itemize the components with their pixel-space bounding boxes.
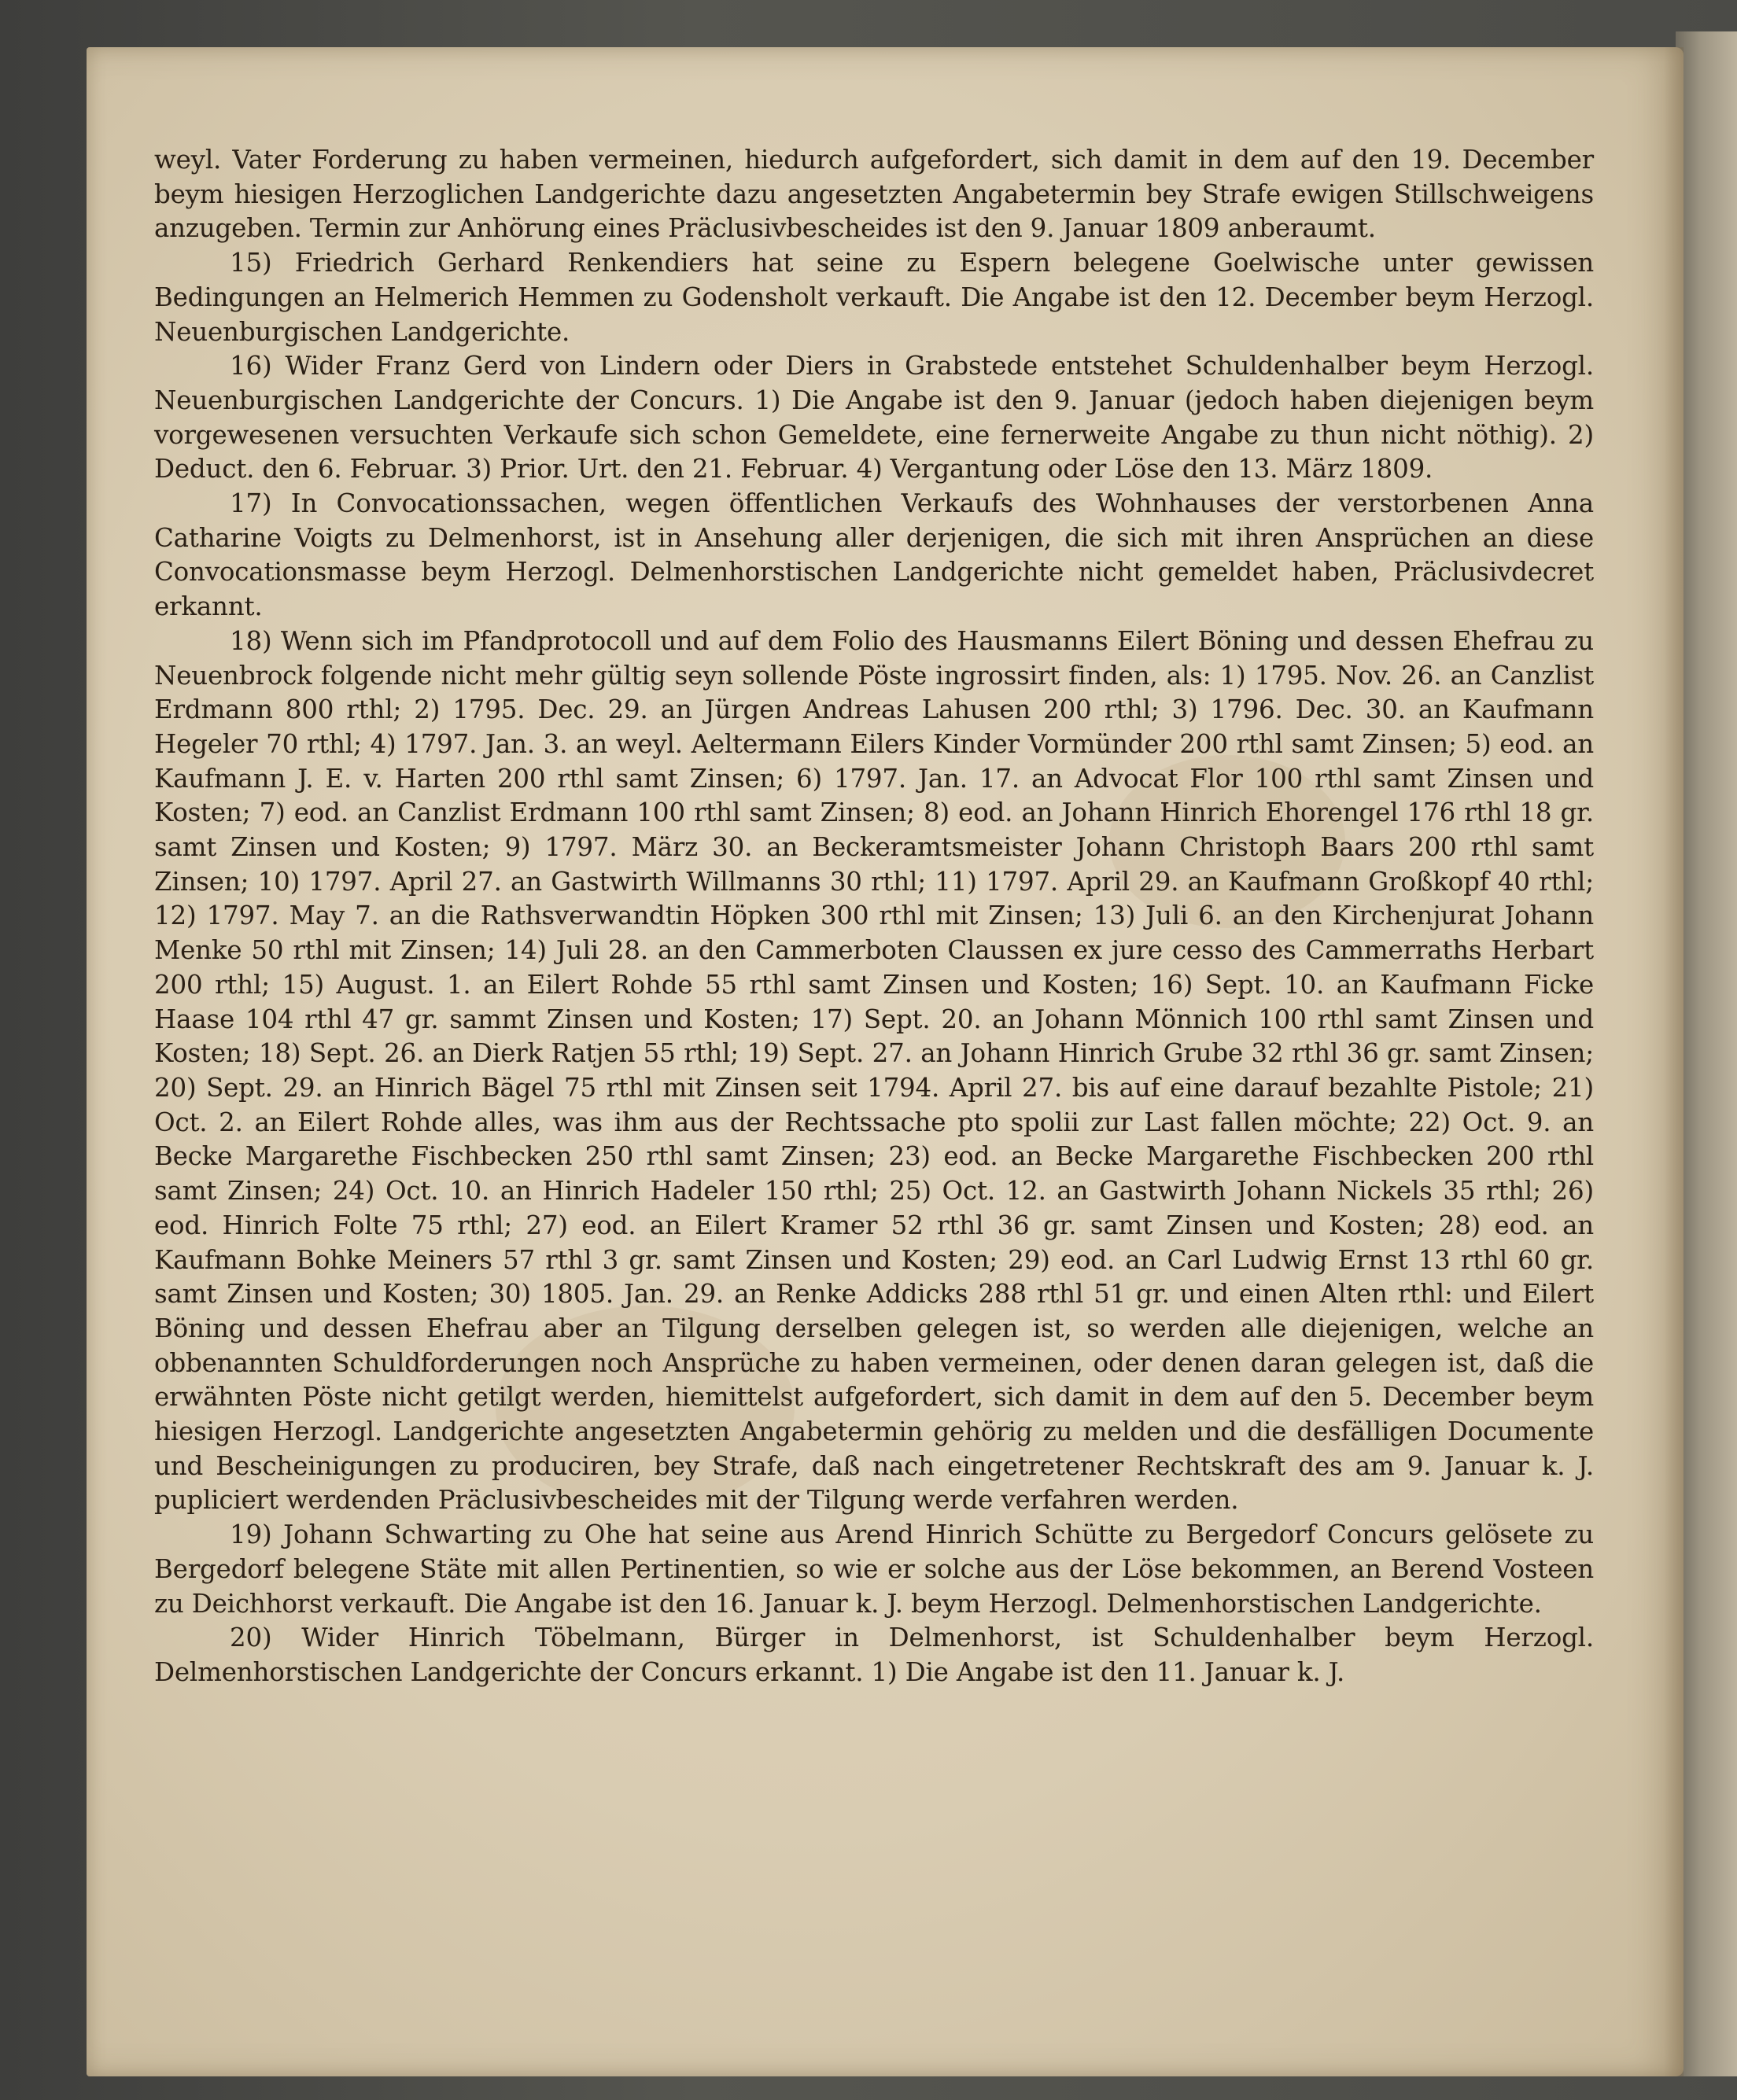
paragraph-17: 17) In Convocationssachen, wegen öffentlichen Verkaufs des Wohnhauses der verstorbenen Anna Catharine Voigts zu Delmenhorst, ist in Ansehung aller derjenigen, die sich mit ihren Ansprüchen an diese Convocationsmasse beym Herzogl. Delmenhorstischen Landgerichte nicht gemeldet haben, Präclusivdecret erkannt. [154,488,1594,622]
paragraph-continuation: weyl. Vater Forderung zu haben vermeinen, hiedurch aufgefordert, sich damit in dem auf den 19. December beym hiesigen Herzoglichen Landgerichte dazu angesetzten Angabetermin bey Strafe ewigen Stillschweigens anzugeben. Termin zur Anhörung eines Präclusivbescheides ist den 9. Januar 1809 anberaumt. [154,145,1594,244]
paragraph-15: 15) Friedrich Gerhard Renkendiers hat seine zu Espern belegene Goelwische unter gewissen Bedingungen an Helmerich Hemmen zu Godensholt verkauft. Die Angabe ist den 12. December beym Herzogl. Neuenburgischen Landgerichte. [154,248,1594,347]
document-body [154,143,1594,1690]
next-page-edge [1676,31,1737,2076]
paragraph-18: 18) Wenn sich im Pfandprotocoll und auf dem Folio des Hausmanns Eilert Böning und dessen Ehefrau zu Neuenbrock folgende nicht mehr gültig seyn sollende Pöste ingrossirt finden, als: 1) 1795. Nov. 26. an Canzlist Erdmann 800 rthl; 2) 1795. Dec. 29. an Jürgen Andreas Lahusen 200 rthl; 3) 1796. Dec. 30. an Kaufmann Hegeler 70 rthl; 4) 1797. Jan. 3. an weyl. Aeltermann Eilers Kinder Vormünder 200 rthl samt Zinsen; 5) eod. an Kaufmann J. E. v. Harten 200 rthl samt Zinsen; 6) 1797. Jan. 17. an Advocat Flor 100 rthl samt Zinsen und Kosten; 7) eod. an Canzlist Erdmann 100 rthl samt Zinsen; 8) eod. an Johann Hinrich Ehorengel 176 rthl 18 gr. samt Zinsen und Kosten; 9) 1797. März 30. an Beckeramtsmeister Johann Christoph Baars 200 rthl samt Zinsen; 10) 1797. April 27. an Gastwirth Willmanns 30 rthl; 11) 1797. April 29. an Kaufmann Großkopf 40 rthl; 12) 1797. May 7. an die Rathsverwandtin Höpken 300 rthl mit Zinsen; 13) Juli 6. an den Kirchenjurat Johann Menke 50 rthl mit Zinsen; 14) Juli 28. an den Cammerboten Claussen ex jure cesso des Cammerraths Herbart 200 rthl; 15) August. 1. an Eilert Rohde 55 rthl samt Zinsen und Kosten; 16) Sept. 10. an Kaufmann Ficke Haase 104 rthl 47 gr. sammt Zinsen und Kosten; 17) Sept. 20. an Johann Mönnich 100 rthl samt Zinsen und Kosten; 18) Sept. 26. an Dierk Ratjen 55 rthl; 19) Sept. 27. an Johann Hinrich Grube 32 rthl 36 gr. samt Zinsen; 20) Sept. 29. an Hinrich Bägel 75 rthl mit Zinsen seit 1794. April 27. bis auf eine darauf bezahlte Pistole; 21) Oct. 2. an Eilert Rohde alles, was ihm aus der Rechtssache pto spolii zur Last fallen möchte; 22) Oct. 9. an Becke Margarethe Fischbecken 250 rthl samt Zinsen; 23) eod. an Becke Margarethe Fischbecken 200 rthl samt Zinsen; 24) Oct. 10. an Hinrich Hadeler 150 rthl; 25) Oct. 12. an Gastwirth Johann Nickels 35 rthl; 26) eod. Hinrich Folte 75 rthl; 27) eod. an Eilert Kramer 52 rthl 36 gr. samt Zinsen und Kosten; 28) eod. an Kaufmann Bohke Meiners 57 rthl 3 gr. samt Zinsen und Kosten; 29) eod. an Carl Ludwig Ernst 13 rthl 60 gr. samt Zinsen und Kosten; 30) 1805. Jan. 29. an Renke Addicks 288 rthl 51 gr. und einen Alten rthl: und Eilert Böning und dessen Ehefrau aber an Tilgung derselben gelegen ist, so werden alle diejenigen, welche an obbenannten Schuldforderungen noch Ansprüche zu haben vermeinen, oder denen daran gelegen ist, daß die erwähnten Pöste nicht getilgt werden, hiemittelst aufgefordert, sich damit in dem auf den 5. December beym hiesigen Herzogl. Landgerichte angesetzten Angabetermin gehörig zu melden und die desfälligen Documente und Bescheinigungen zu produciren, bey Strafe, daß nach eingetretener Rechtskraft des am 9. Januar k. J. pupliciert werdenden Präclusivbescheides mit der Tilgung werde verfahren werden. [154,625,1594,1516]
page-curl-shadow [1664,47,1684,2076]
paragraph-19: 19) Johann Schwarting zu Ohe hat seine aus Arend Hinrich Schütte zu Bergedorf Concurs gelösete zu Bergedorf belegene Stäte mit allen Pertinentien, so wie er solche aus der Löse bekommen, an Berend Vosteen zu Deichhorst verkauft. Die Angabe ist den 16. Januar k. J. beym Herzogl. Delmenhorstischen Landgerichte. [154,1520,1594,1619]
paragraph-20: 20) Wider Hinrich Töbelmann, Bürger in Delmenhorst, ist Schuldenhalber beym Herzogl. Delmenhorstischen Landgerichte der Concurs erkannt. 1) Die Angabe ist den 11. Januar k. J. [154,1623,1594,1687]
paragraph-16: 16) Wider Franz Gerd von Lindern oder Diers in Grabstede entstehet Schuldenhalber beym Herzogl. Neuenburgischen Landgerichte der Concurs. 1) Die Angabe ist den 9. Januar (jedoch haben diejenigen beym vorgewesenen versuchten Verkaufe sich schon Gemeldete, eine fernerweite Angabe zu thun nicht nöthig). 2) Deduct. den 6. Februar. 3) Prior. Urt. den 21. Februar. 4) Vergantung oder Löse den 13. März 1809. [154,351,1594,484]
